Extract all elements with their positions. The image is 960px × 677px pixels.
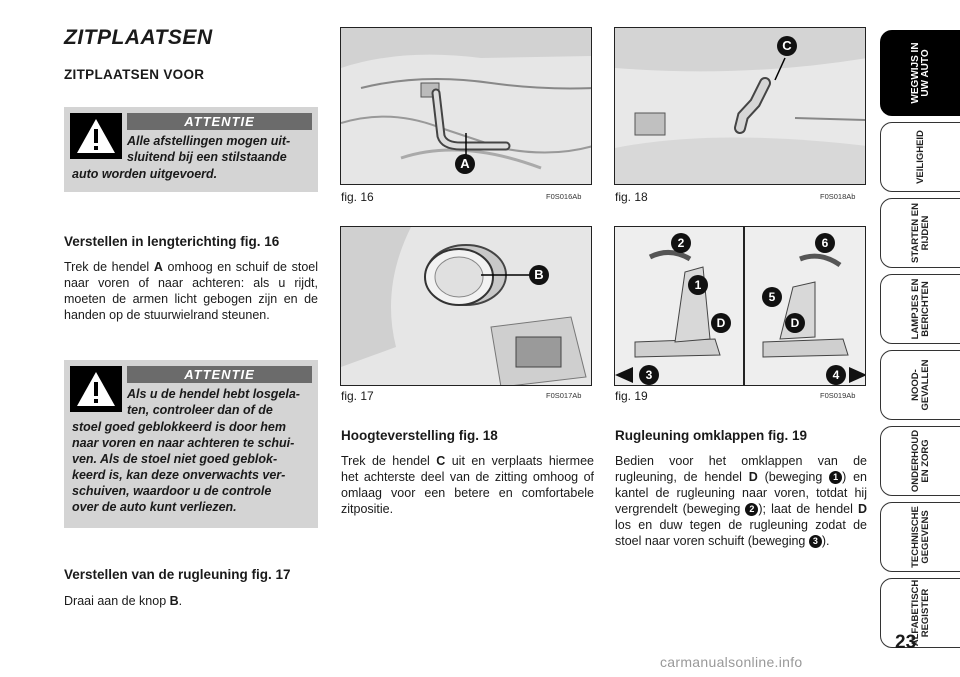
figure-19-image <box>614 226 866 386</box>
warning-text-line: naar voren en naar achteren te schui- <box>72 436 295 450</box>
callout-d-icon: D <box>711 313 731 333</box>
warning-box-1 <box>64 107 318 192</box>
page-number: 23 <box>895 632 917 653</box>
warning-text-line: sluitend bij een stilstaande <box>127 150 287 164</box>
callout-3-icon: 3 <box>639 365 659 385</box>
warning-text-line: auto worden uitgevoerd. <box>72 167 218 181</box>
tab-lampjes[interactable]: LAMPJES EN BERICHTEN <box>880 274 960 344</box>
text-backrest-adjust: Draai aan de knop B. <box>64 594 183 608</box>
tab-starten[interactable]: STARTEN EN RIJDEN <box>880 198 960 268</box>
heading-height-adjust: Hoogteverstelling fig. 18 <box>341 428 498 443</box>
figure-16-code: F0S016Ab <box>546 192 582 201</box>
figure-17-caption: fig. 17 <box>341 389 374 403</box>
warning-text-line: ven. Als de stoel niet goed geblok- <box>72 452 278 466</box>
text-height-adjust: Trek de hendel C uit en verplaats hiermee het achterste deel van de zitting omhoog of omlaag voor een betere en comfortabele zitpositie. <box>341 454 594 516</box>
warning-box-2 <box>64 360 318 528</box>
warning-text-line: keerd is, kan deze onverwachts ver- <box>72 468 286 482</box>
callout-a-icon: A <box>455 154 475 174</box>
figure-18-code: F0S018Ab <box>820 192 856 201</box>
callout-c-icon: C <box>777 36 797 56</box>
callout-d-icon: D <box>785 313 805 333</box>
tab-veiligheid[interactable]: VEILIGHEID <box>880 122 960 192</box>
figure-18-image <box>614 27 866 185</box>
tab-noodgevallen[interactable]: NOOD- GEVALLEN <box>880 350 960 420</box>
warning-label: ATTENTIE <box>127 366 312 383</box>
callout-b-icon: B <box>529 265 549 285</box>
warning-text-line: schuiven, waardoor u de controle <box>72 484 272 498</box>
warning-text-line: Als u de hendel hebt losgela- <box>127 387 300 401</box>
text-length-adjust: Trek de hendel A omhoog en schuif de stoel naar voren of naar achteren: als u rijdt, moeten de armen licht gebogen zijn en de handen op de stuurwielrand steunen. <box>64 260 318 322</box>
figure-19-caption: fig. 19 <box>615 389 648 403</box>
callout-4-icon: 4 <box>826 365 846 385</box>
callout-1-icon: 1 <box>688 275 708 295</box>
tab-wegwijs[interactable]: WEGWIJS IN UW AUTO <box>880 30 960 116</box>
figure-16-image <box>340 27 592 185</box>
warning-text-line: over de auto kunt verliezen. <box>72 500 237 514</box>
tab-register[interactable]: ALFABETISCH REGISTER <box>880 578 960 648</box>
figure-18-caption: fig. 18 <box>615 190 648 204</box>
figure-17-code: F0S017Ab <box>546 391 582 400</box>
figure-19-code: F0S019Ab <box>820 391 856 400</box>
warning-text-line: Alle afstellingen mogen uit- <box>127 134 291 148</box>
text-fold-backrest: Bedien voor het omklappen van de rugleuning, de hendel D (beweging 1 ) en kantel de rugleuning naar voren, totdat hij vergrendelt (beweging 2 ); laat de hendel D los en duw tegen de rugleuning zodat de stoel naar voren schuift (beweging 3 ). <box>615 454 868 548</box>
warning-text-line: ten, controleer dan of de <box>127 403 273 417</box>
warning-icon <box>70 113 122 159</box>
tab-technische[interactable]: TECHNISCHE GEGEVENS <box>880 502 960 572</box>
section-title: ZITPLAATSEN VOOR <box>64 67 205 82</box>
callout-6-icon: 6 <box>815 233 835 253</box>
figure-17-image <box>340 226 592 386</box>
heading-fold-backrest: Rugleuning omklappen fig. 19 <box>615 428 808 443</box>
callout-2-icon: 2 <box>671 233 691 253</box>
warning-text-line: stoel goed geblokkeerd is door hem <box>72 420 286 434</box>
warning-label: ATTENTIE <box>127 113 312 130</box>
callout-5-icon: 5 <box>762 287 782 307</box>
heading-length-adjust: Verstellen in lengterichting fig. 16 <box>64 234 280 249</box>
warning-icon <box>70 366 122 412</box>
page-title: ZITPLAATSEN <box>64 26 213 49</box>
heading-backrest-adjust: Verstellen van de rugleuning fig. 17 <box>64 567 291 582</box>
figure-16-caption: fig. 16 <box>341 190 374 204</box>
tab-onderhoud[interactable]: ONDERHOUD EN ZORG <box>880 426 960 496</box>
footer-watermark: carmanualsonline.info <box>660 654 803 670</box>
